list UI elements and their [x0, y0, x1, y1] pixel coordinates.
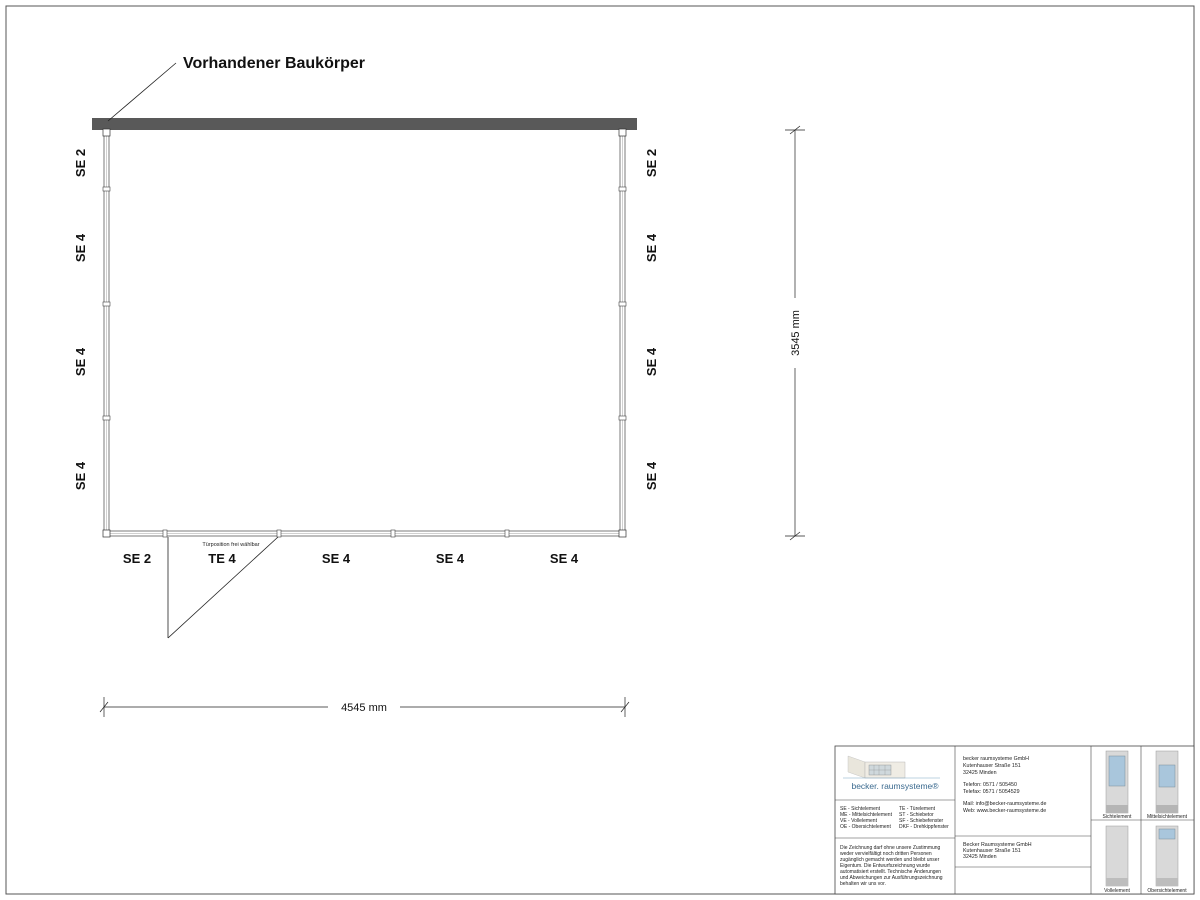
client-city: 32425 Minden: [963, 854, 997, 860]
company-logo-text: becker. raumsysteme®: [851, 781, 939, 791]
corner-posts: [103, 129, 626, 537]
disclaimer-line-6: und Abweichungen zur Ausführungszeichnung: [840, 875, 943, 881]
front-element-label-2: TE 4: [208, 551, 236, 566]
front-element-label-1: SE 2: [122, 551, 152, 566]
door-position-note: Türposition frei wählbar: [202, 542, 260, 548]
existing-building-label: Vorhandener Baukörper: [183, 55, 365, 72]
front-wall: [104, 530, 625, 537]
depth-dimension-label: 3545 mm: [790, 310, 802, 356]
disclaimer-line-1: Die Zeichnung darf ohne unsere Zustimmung: [840, 845, 941, 851]
right-element-label-4: SE 4: [644, 461, 659, 491]
disclaimer-line-7: behalten wir uns vor.: [840, 881, 886, 887]
legend-se: SE - Sichtelement: [840, 806, 881, 812]
front-element-label-4: SE 4: [435, 551, 465, 566]
sichtelement-thumbnail: [1103, 751, 1133, 820]
width-dimension-label: 4545 mm: [341, 702, 387, 714]
legend-te: TE - Türelement: [899, 806, 936, 812]
front-element-label-5: SE 4: [549, 551, 579, 566]
left-element-label-4: SE 4: [73, 461, 88, 491]
left-wall: [103, 130, 110, 536]
left-element-label-2: SE 4: [73, 233, 88, 263]
disclaimer-line-4: Eigentum. Die Entwurfszeichnung wurde: [840, 863, 931, 869]
company-name: becker raumsysteme GmbH: [963, 756, 1029, 762]
vollelement-thumbnail: [1104, 826, 1130, 894]
vollelement-label: Vollelement: [1104, 888, 1130, 894]
company-web: Web: www.becker-raumsysteme.de: [963, 808, 1047, 814]
company-mail: Mail: info@becker-raumsysteme.de: [963, 801, 1047, 807]
right-element-label-3: SE 4: [644, 347, 659, 377]
depth-dimension: [785, 126, 805, 540]
right-element-label-1: SE 2: [644, 148, 659, 178]
client-name: Becker Raumsysteme GmbH: [963, 842, 1032, 848]
client-street: Kutenhauser Straße 151: [963, 848, 1021, 854]
legend-dkf: DKF - Drehkippfenster: [899, 824, 949, 830]
company-fax: Telefax: 0571 / 5054529: [963, 789, 1020, 795]
title-block: [835, 746, 1194, 894]
left-element-label-1: SE 2: [73, 148, 88, 178]
legend-ve: VE - Vollelement: [840, 818, 877, 824]
right-element-label-2: SE 4: [644, 233, 659, 263]
company-street: Kutenhauser Straße 151: [963, 763, 1021, 769]
legend-me: ME - Mittelsichtelement: [840, 812, 892, 818]
sichtelement-label: Sichtelement: [1102, 814, 1132, 820]
disclaimer-line-2: weder vervielfältigt noch dritten Personen: [840, 851, 932, 857]
disclaimer-line-3: zugänglich gemacht werden und bleibt unser: [840, 857, 940, 863]
company-city: 32425 Minden: [963, 770, 997, 776]
mittelsichtelement-label: Mittelsichtelement: [1146, 814, 1188, 820]
legend-st: ST - Schiebetor: [899, 812, 934, 818]
existing-building-wall: [92, 118, 637, 130]
company-phone: Telefon: 0571 / 505450: [963, 782, 1017, 788]
existing-building-leader-line: [108, 63, 176, 121]
width-dimension: [100, 697, 629, 717]
right-wall: [619, 130, 626, 536]
front-element-label-3: SE 4: [321, 551, 351, 566]
legend-sf: SF - Schiebefenster: [899, 818, 944, 824]
left-element-label-3: SE 4: [73, 347, 88, 377]
obersichtelement-label: Obersichtelement: [1147, 888, 1187, 894]
disclaimer-line-5: automatisiert erstellt. Technische Änderungen: [840, 869, 942, 875]
legend-oe: OE - Obersichtelement: [840, 824, 891, 830]
